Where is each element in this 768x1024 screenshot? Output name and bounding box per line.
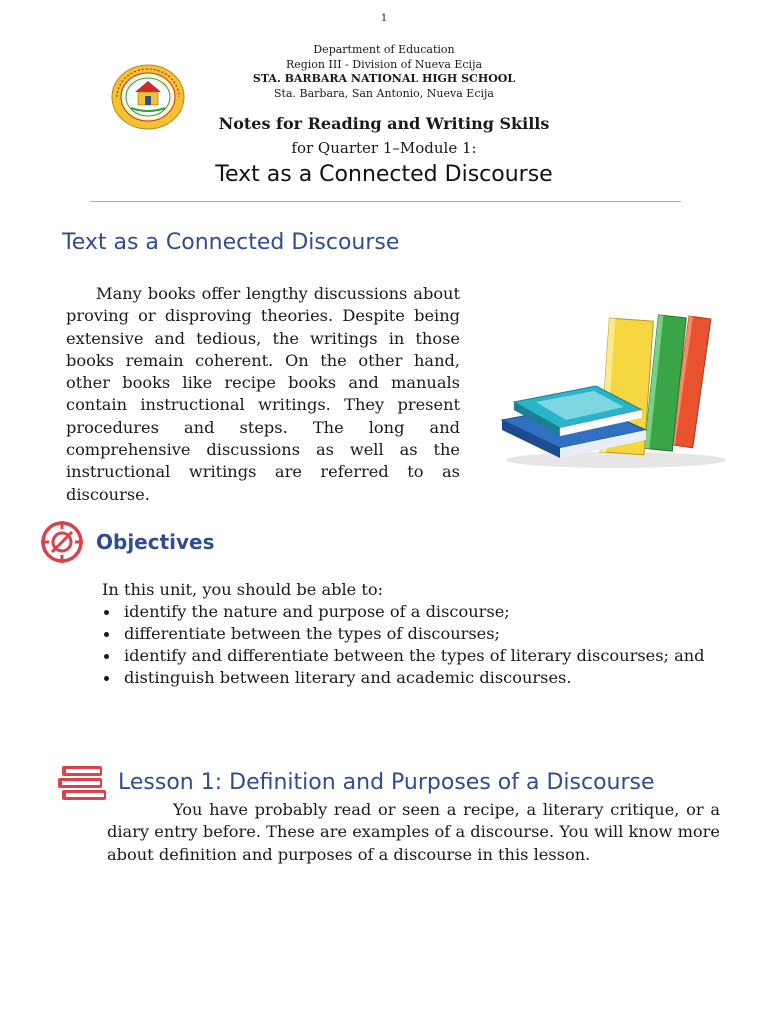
department-line: Department of Education bbox=[313, 43, 455, 56]
target-icon bbox=[40, 520, 84, 564]
lesson-paragraph: You have probably read or seen a recipe, a literary critique, or a diary entry before. These are examples of a discourse. You will know more about definition and purposes of a discourse in this lesson. bbox=[107, 800, 720, 864]
objective-item: identify the nature and purpose of a discourse; bbox=[102, 601, 720, 623]
page-title: Text as a Connected Discourse bbox=[215, 162, 553, 187]
books-illustration bbox=[496, 310, 730, 470]
section-heading: Text as a Connected Discourse bbox=[62, 230, 400, 255]
lesson-heading: Lesson 1: Definition and Purposes of a Discourse bbox=[118, 770, 655, 795]
objective-item: identify and differentiate between the types of literary discourses; and bbox=[102, 645, 720, 667]
school-name: STA. BARBARA NATIONAL HIGH SCHOOL bbox=[252, 72, 516, 85]
objectives-intro: In this unit, you should be able to: bbox=[102, 580, 384, 599]
quarter-module-label: for Quarter 1–Module 1: bbox=[291, 139, 477, 157]
objectives-list bbox=[102, 601, 720, 689]
school-address: Sta. Barbara, San Antonio, Nueva Ecija bbox=[274, 87, 494, 100]
title-divider bbox=[90, 201, 681, 202]
objective-item: distinguish between literary and academic discourses. bbox=[102, 667, 720, 689]
stacked-books-icon bbox=[56, 764, 108, 802]
page-number: 1 bbox=[380, 13, 388, 24]
objectives-heading: Objectives bbox=[96, 530, 215, 554]
notes-title: Notes for Reading and Writing Skills bbox=[218, 114, 550, 133]
intro-paragraph: Many books offer lengthy discussions about proving or disproving theories. Despite being extensive and tedious, the writings in those books remain coherent. On the other hand, other books like recipe books and manuals contain instructional writings. They present procedures and steps. The long and comprehensive discussions as well as the instructional writings are referred to as discourse. bbox=[66, 284, 460, 504]
region-line: Region III - Division of Nueva Ecija bbox=[285, 58, 483, 71]
objective-item: differentiate between the types of discourses; bbox=[102, 623, 720, 645]
